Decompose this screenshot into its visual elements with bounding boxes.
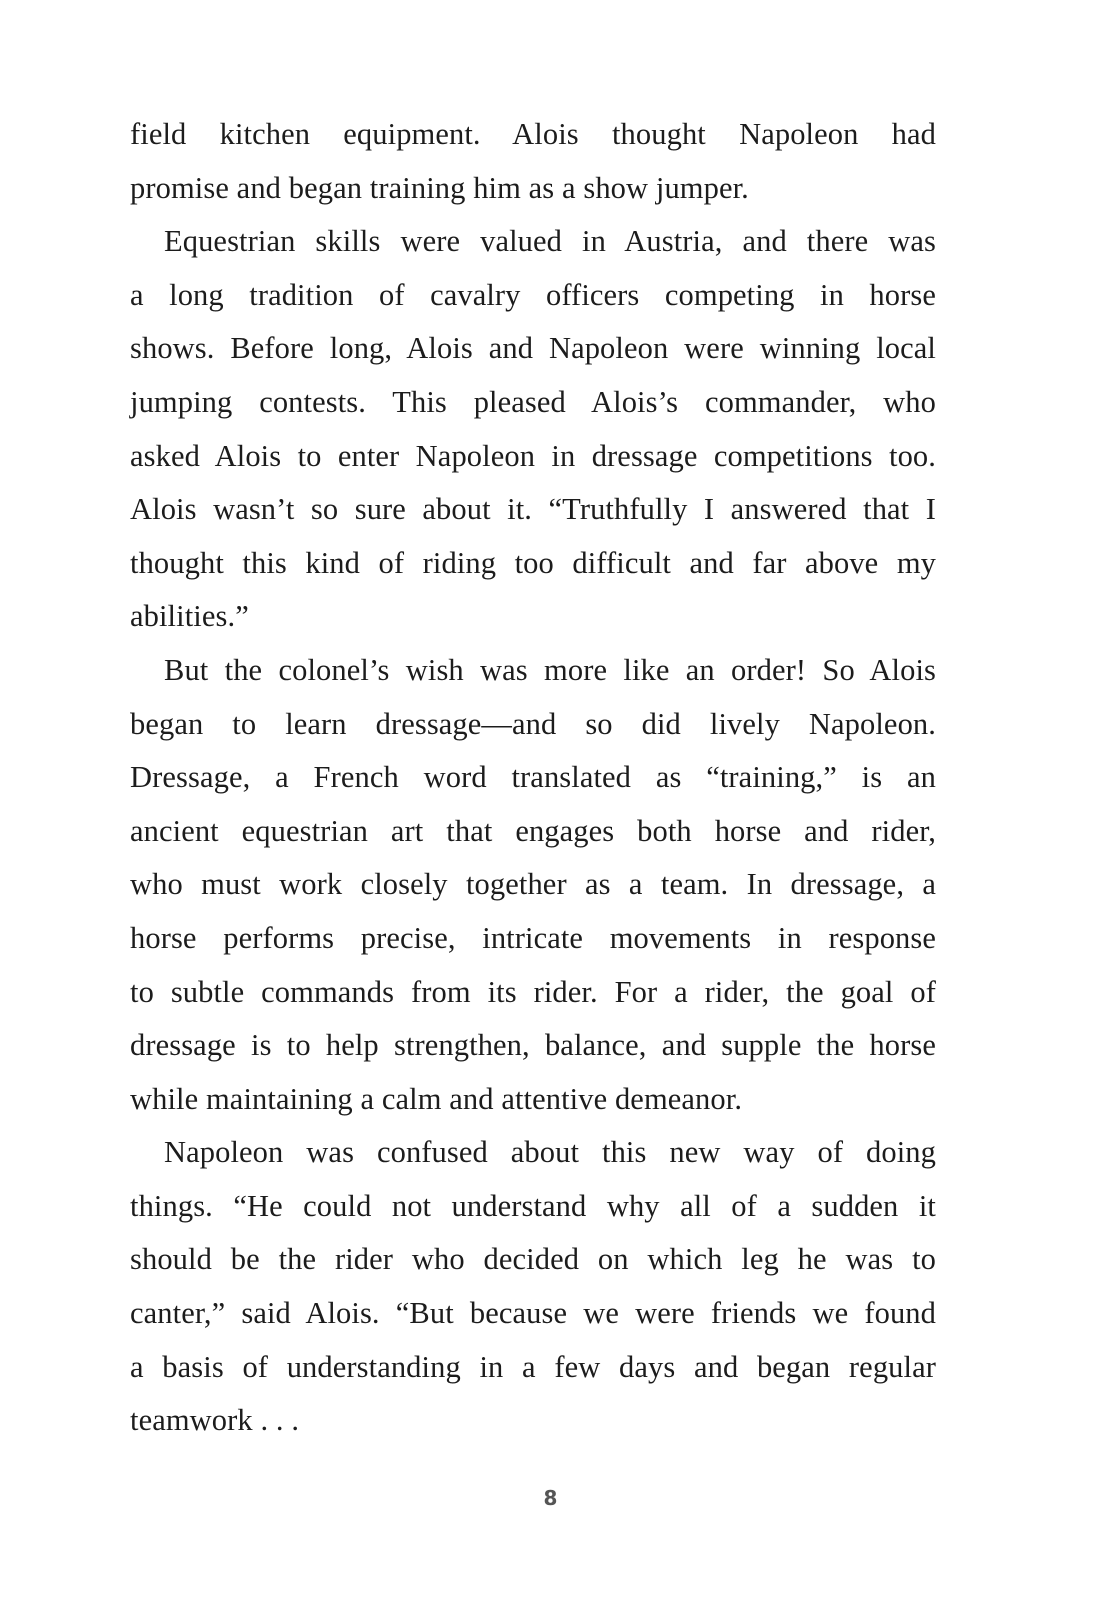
paragraph: [130, 644, 936, 1126]
text-line: ancient equestrian art that engages both horse and rider,: [130, 813, 936, 848]
text-line: Dressage, a French word translated as “training,” is an: [130, 760, 936, 795]
text-line: while maintaining a calm and attentive demeanor.: [130, 1081, 743, 1116]
text-line: to subtle commands from its rider. For a rider, the goal of: [130, 974, 936, 1009]
text-line: a long tradition of cavalry officers competing in horse: [130, 277, 936, 312]
text-line: canter,” said Alois. “But because we were friends we found: [130, 1296, 936, 1331]
paragraph: [130, 108, 936, 215]
text-line: things. “He could not understand why all of a sudden it: [130, 1188, 936, 1223]
text-line: a basis of understanding in a few days and began regular: [130, 1349, 936, 1384]
text-line: Alois wasn’t so sure about it. “Truthfully I answered that I: [130, 492, 936, 527]
text-line: thought this kind of riding too difficult and far above my: [130, 545, 936, 580]
text-line: asked Alois to enter Napoleon in dressage competitions too.: [130, 438, 936, 473]
text-line: abilities.”: [130, 599, 249, 634]
paragraph: [130, 215, 936, 644]
text-line: shows. Before long, Alois and Napoleon were winning local: [130, 331, 936, 366]
text-line: Equestrian skills were valued in Austria, and there was: [164, 224, 936, 259]
text-line: dressage is to help strengthen, balance, and supple the horse: [130, 1028, 936, 1063]
text-line: promise and began training him as a show jumper.: [130, 170, 749, 205]
text-line: who must work closely together as a team. In dressage, a: [130, 867, 936, 902]
text-line: should be the rider who decided on which leg he was to: [130, 1242, 936, 1277]
text-line: horse performs precise, intricate movements in response: [130, 920, 936, 955]
text-line: Napoleon was confused about this new way of doing: [164, 1135, 936, 1170]
text-line: teamwork . . .: [130, 1403, 300, 1438]
text-line: jumping contests. This pleased Alois’s commander, who: [130, 384, 936, 419]
body-text: [130, 108, 936, 1448]
text-line: began to learn dressage—and so did lively Napoleon.: [130, 706, 936, 741]
paragraph: [130, 1126, 936, 1448]
text-line: But the colonel’s wish was more like an order! So Alois: [164, 652, 936, 687]
page-number: 8: [543, 1486, 558, 1510]
text-line: field kitchen equipment. Alois thought Napoleon had: [130, 117, 936, 151]
